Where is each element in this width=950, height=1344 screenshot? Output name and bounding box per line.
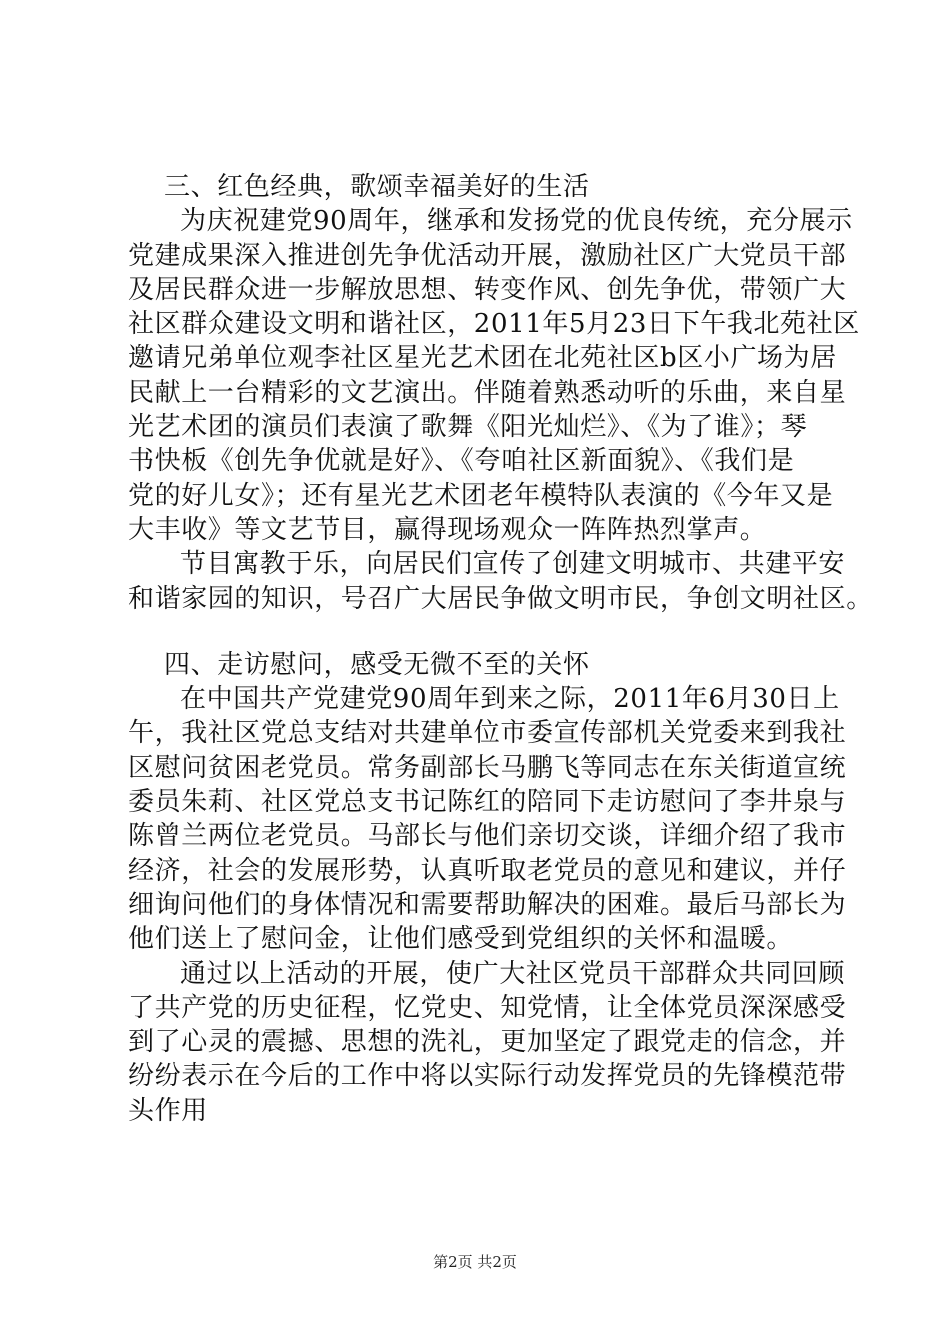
text-line: 党的好儿女》；还有星光艺术团老年模特队表演的《今年又是 (128, 480, 834, 511)
text-line: 了共产党的历史征程，忆党史、知党情，让全体党员深深感受 (128, 992, 847, 1023)
text-line: 和谐家园的知识，号召广大居民争做文明市民，争创文明社区。 (128, 583, 873, 614)
text-line: 陈曾兰两位老党员。马部长与他们亲切交谈，详细介绍了我市 (128, 821, 847, 852)
text-line: 邀请兄弟单位观李社区星光艺术团在北苑社区b区小广场为居 (128, 343, 837, 374)
text-line: 党建成果深入推进创先争优活动开展，激励社区广大党员干部 (128, 240, 847, 271)
text-line: 头作用 (128, 1095, 208, 1126)
text-line: 区慰问贫困老党员。常务副部长马鹏飞等同志在东关街道宣统 (128, 752, 847, 783)
section-heading-3: 三、红色经典，歌颂幸福美好的生活 (164, 172, 590, 202)
text-line: 及居民群众进一步解放思想、转变作风、创先争优，带领广大 (128, 274, 847, 305)
text-line: 节目寓教于乐，向居民们宣传了创建文明城市、共建平安 (180, 549, 846, 580)
text-line: 他们送上了慰问金，让他们感受到党组织的关怀和温暖。 (128, 924, 794, 955)
section-spacer (128, 616, 848, 648)
text-line: 为庆祝建党90周年，继承和发扬党的优良传统，充分展示 (180, 206, 853, 237)
text-line: 纷纷表示在今后的工作中将以实际行动发挥党员的先锋模范带 (128, 1061, 847, 1092)
section-3-paragraph-2 (128, 547, 873, 616)
text-line: 细询问他们的身体情况和需要帮助解决的困难。最后马部长为 (128, 889, 847, 920)
text-line: 委员朱莉、社区党总支书记陈红的陪同下走访慰问了李井泉与 (128, 787, 847, 818)
text-line: 光艺术团的演员们表演了歌舞《阳光灿烂》、《为了谁》；琴 (128, 412, 808, 443)
text-line: 通过以上活动的开展，使广大社区党员干部群众共同回顾 (180, 958, 846, 989)
section-3-paragraph-1 (128, 204, 860, 547)
text-line: 大丰收》等文艺节目，赢得现场观众一阵阵热烈掌声。 (128, 514, 767, 545)
page-footer: 第2页 共2页 (433, 1253, 517, 1271)
text-line: 在中国共产党建党90周年到来之际，2011年6月30日上 (180, 684, 840, 715)
text-line: 到了心灵的震撼、思想的洗礼，更加坚定了跟党走的信念，并 (128, 1027, 847, 1058)
text-line: 书快板《创先争优就是好》、《夸咱社区新面貌》、《我们是 (128, 446, 795, 477)
text-line: 午，我社区党总支结对共建单位市委宣传部机关党委来到我社 (128, 718, 847, 749)
section-heading-4: 四、走访慰问，感受无微不至的关怀 (164, 649, 590, 680)
document-body (128, 170, 873, 1128)
text-line: 经济，社会的发展形势，认真听取老党员的意见和建议，并仔 (128, 855, 847, 886)
text-line: 民献上一台精彩的文艺演出。伴随着熟悉动听的乐曲，来自星 (128, 377, 847, 408)
section-4-paragraph-2 (128, 957, 848, 1128)
text-line: 社区群众建设文明和谐社区，2011年5月23日下午我北苑社区 (128, 309, 860, 340)
section-4-paragraph-1 (128, 682, 848, 956)
